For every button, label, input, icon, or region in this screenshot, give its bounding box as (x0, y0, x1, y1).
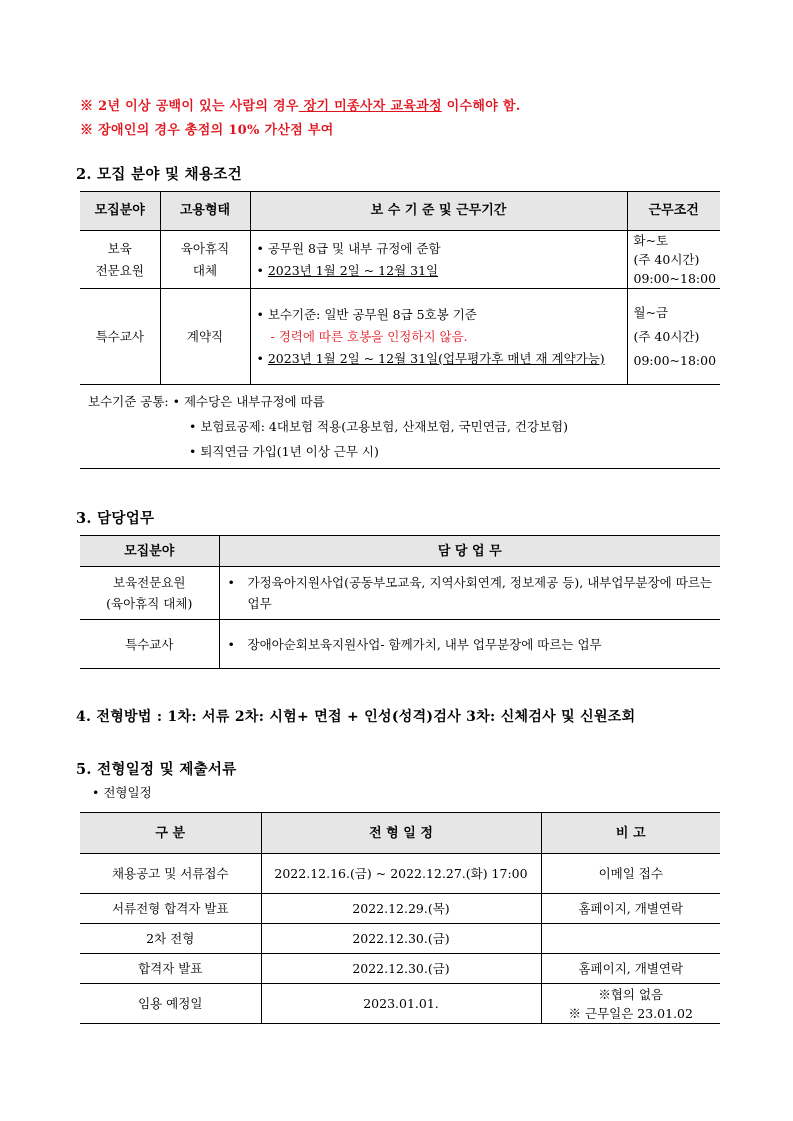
duty-cell (219, 567, 720, 620)
notice-line-1 (80, 95, 521, 114)
period-text: 2023년 1월 2일 ~ 12월 31일 (267, 262, 439, 278)
work-text: 월~금 (633, 304, 669, 320)
schedule-subtitle: • 전형일정 (92, 785, 152, 800)
common-item: • 보험료공제: 4대보험 적용(고용보험, 산재보험, 국민연금, 건강보험) (189, 419, 569, 434)
col-header: 비 고 (541, 813, 720, 854)
type-cell: 계약직 (160, 289, 250, 385)
duty-text: 가정육아지원사업(공동부모교육, 지역사회연계, 정보제공 등), 내부업무분장에 따르는 업무 (247, 575, 712, 611)
common-cell (80, 385, 720, 469)
type-cell (160, 231, 250, 289)
table-header-row (80, 192, 720, 231)
field-cell: 특수교사 (80, 289, 160, 385)
period-text: 2023년 1월 2일 ~ 12월 31일(업무평가후 매년 재 계약가능) (267, 350, 605, 366)
date-cell: 2022.12.30.(금) (261, 954, 541, 984)
detail-cell (250, 289, 627, 385)
date-cell: 2023.01.01. (261, 984, 541, 1024)
duties-table (80, 535, 720, 669)
detail-cell (250, 231, 627, 289)
work-text: 09:00~18:00 (633, 352, 717, 368)
work-text: 09:00~18:00 (633, 271, 717, 286)
date-cell: 2022.12.29.(목) (261, 894, 541, 924)
col-header: 전 형 일 정 (261, 813, 541, 854)
type-text: 육아휴직 (180, 240, 230, 256)
detail-text: • 보수기준: 일반 공무원 8급 5호봉 기준 (256, 306, 477, 322)
item-cell: 임용 예정일 (80, 984, 261, 1024)
work-text: (주 40시간) (633, 328, 700, 344)
item-cell: 합격자 발표 (80, 954, 261, 984)
col-header: 모집분야 (80, 192, 160, 231)
table-header-row (80, 813, 720, 854)
section-5-title: 5. 전형일정 및 제출서류 (76, 761, 237, 778)
notice-1-text: ※ 2년 이상 공백이 있는 사람의 경우 (80, 99, 299, 114)
field-text: 보육전문요원 (113, 575, 186, 590)
schedule-table (80, 812, 720, 1024)
notice-1-underlined: 장기 미종사자 교육과정 (298, 99, 442, 114)
table-row-common (80, 385, 720, 469)
field-text: 보육 (107, 240, 132, 256)
bullet: • (256, 350, 268, 366)
table-row (80, 954, 720, 984)
field-text: (육아휴직 대체) (106, 596, 193, 611)
table-row (80, 289, 720, 385)
col-header: 구 분 (80, 813, 261, 854)
field-text: 전문요원 (95, 262, 144, 278)
note-cell (541, 984, 720, 1024)
note-cell: 홈페이지, 개별연락 (541, 954, 720, 984)
bullet: • (227, 636, 235, 652)
note-text: ※ 근무일은 23.01.02 (568, 1005, 693, 1021)
note-cell: 이메일 접수 (541, 854, 720, 894)
table-row (80, 620, 720, 669)
field-cell: 특수교사 (80, 620, 219, 669)
detail-text: • 공무원 8급 및 내부 규정에 준함 (256, 240, 441, 256)
section-2-title: 2. 모집 분야 및 채용조건 (76, 166, 242, 183)
notice-1-suffix: 이수해야 함. (441, 99, 521, 114)
item-cell: 채용공고 및 서류접수 (80, 854, 261, 894)
work-cell (627, 289, 720, 385)
type-text: 대체 (192, 262, 218, 278)
table-row (80, 567, 720, 620)
work-text: 화~토 (633, 233, 669, 248)
table-header-row (80, 536, 720, 567)
date-cell: 2022.12.16.(금) ~ 2022.12.27.(화) 17:00 (261, 854, 541, 894)
table-row (80, 894, 720, 924)
notice-line-2: ※ 장애인의 경우 총점의 10% 가산점 부여 (80, 123, 334, 138)
section-3-title: 3. 담당업무 (76, 510, 155, 527)
col-header: 모집분야 (80, 536, 219, 567)
duty-text: 장애아순회보육지원사업- 함께가치, 내부 업무분장에 따르는 업무 (247, 636, 602, 652)
table-row (80, 924, 720, 954)
work-cell (627, 231, 720, 289)
item-cell: 2차 전형 (80, 924, 261, 954)
field-cell (80, 567, 219, 620)
common-label: 보수기준 공통: (88, 394, 173, 409)
note-cell: 홈페이지, 개별연락 (541, 894, 720, 924)
bullet: • (227, 575, 235, 590)
duty-cell (219, 620, 720, 669)
table-row (80, 984, 720, 1024)
date-cell: 2022.12.30.(금) (261, 924, 541, 954)
detail-warning: - 경력에 따른 호봉을 인정하지 않음. (270, 328, 468, 344)
note-cell (541, 924, 720, 954)
recruitment-conditions-table (80, 191, 720, 469)
note-text: ※협의 없음 (598, 986, 664, 1002)
section-4-title: 4. 전형방법 : 1차: 서류 2차: 시험+ 면접 + 인성(성격)검사 3차: 신체검사 및 신원조회 (76, 709, 636, 725)
col-header: 근무조건 (627, 192, 720, 231)
table-row (80, 231, 720, 289)
field-cell (80, 231, 160, 289)
col-header: 담 당 업 무 (219, 536, 720, 567)
item-cell: 서류전형 합격자 발표 (80, 894, 261, 924)
bullet: • (256, 262, 268, 278)
common-item: • 제수당은 내부규정에 따름 (172, 394, 325, 409)
common-item: • 퇴직연금 가입(1년 이상 근무 시) (189, 444, 379, 459)
work-text: (주 40시간) (633, 252, 700, 267)
col-header: 고용형태 (160, 192, 250, 231)
col-header: 보 수 기 준 및 근무기간 (250, 192, 627, 231)
table-row (80, 854, 720, 894)
